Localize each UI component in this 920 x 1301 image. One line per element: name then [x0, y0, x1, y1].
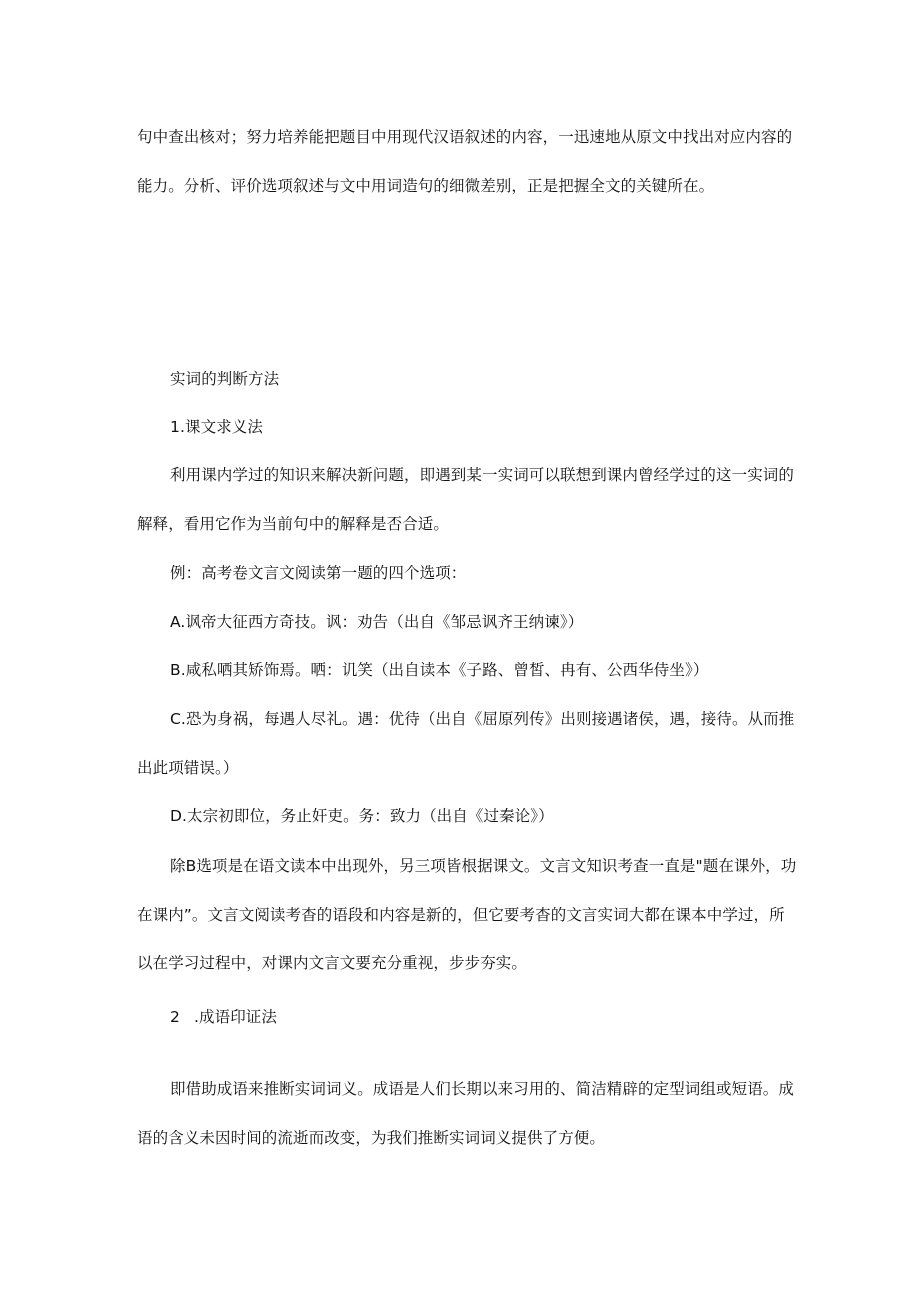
method1-para2-line-3: 以在学习过程中，对课内文言文要充分重视，步步夯实。	[137, 954, 528, 972]
method2-para1-line-1: 即借助成语来推断实词词义。成语是人们长期以来习用的、简洁精辟的定型词组或短语。成	[170, 1080, 795, 1098]
intro-line-1: 句中查出核对；努力培养能把题目中用现代汉语叙述的内容，一迅速地从原文中找出对应内容的	[137, 128, 793, 146]
method2-heading: .成语印证法	[193, 1008, 277, 1026]
section-title: 实词的判断方法	[170, 370, 280, 388]
method1-heading: 1.课文求义法	[170, 418, 263, 436]
option-c-line-1: C.恐为身祸，每遇人尽礼。遇：优待（出自《屈原列传》出则接遇诸侯，遇，接待。从而推	[170, 710, 795, 728]
method2-number: 2	[170, 1008, 180, 1026]
method1-para1-line-1: 利用课内学过的知识来解决新问题，即遇到某一实词可以联想到课内曾经学过的这一实词的	[170, 466, 795, 484]
option-a: A.讽帝大征西方奇技。讽：劝告（出自《邹忌讽齐王纳谏》）	[170, 613, 584, 631]
intro-line-2: 能力。分析、评价选项叙述与文中用词造句的细微差别，正是把握全文的关键所在。	[137, 177, 715, 195]
example-intro: 例：高考卷文言文阅读第一题的四个选项：	[170, 564, 467, 582]
option-d: D.太宗初即位，务止奸吏。务：致力（出自《过秦论》）	[170, 807, 554, 825]
method1-para2-line-2: 在课内”。文言文阅读考杳的语段和内容是新的，但它要考杳的文言实词大都在课本中学过，所	[137, 906, 785, 924]
method1-para2-line-1: 除B选项是在语文读本中出现外，另三项皆根据课文。文言文知识考查一直是"题在课外，功	[170, 857, 797, 875]
option-b: B.咸私哂其矫饰焉。哂：讥笑（出自读本《子路、曾皙、冉有、公西华侍坐》）	[170, 661, 709, 679]
method2-para1-line-2: 语的含义未因时间的流逝而改变，为我们推断实词词义提供了方便。	[137, 1129, 606, 1147]
method2-heading-row	[170, 1007, 830, 1027]
option-c-line-2: 出此项错误。）	[137, 759, 239, 777]
method1-para1-line-2: 解释，看用它作为当前句中的解释是否合适。	[137, 515, 450, 533]
